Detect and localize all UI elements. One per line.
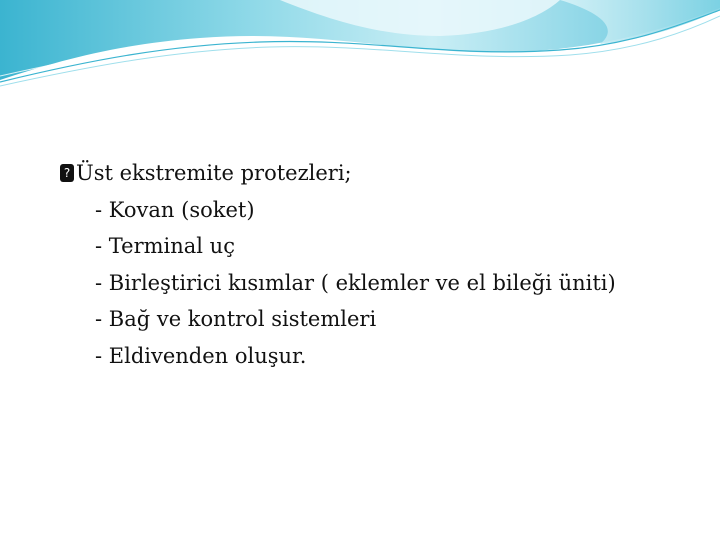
missing-glyph-icon: ?	[60, 164, 74, 182]
heading-line	[60, 155, 680, 192]
list-item: - Eldivenden oluşur.	[95, 343, 307, 368]
slide-content	[60, 155, 680, 374]
list-item: - Bağ ve kontrol sistemleri	[95, 307, 377, 331]
list-item: - Terminal uç	[95, 234, 235, 258]
list-item: - Birleştirici kısımlar ( eklemler ve el bileği üniti)	[95, 270, 616, 295]
component-list	[60, 192, 680, 375]
decorative-wave-header	[0, 0, 720, 90]
list-item: - Kovan (soket)	[95, 197, 255, 222]
heading-text: Üst ekstremite protezleri;	[76, 161, 352, 185]
